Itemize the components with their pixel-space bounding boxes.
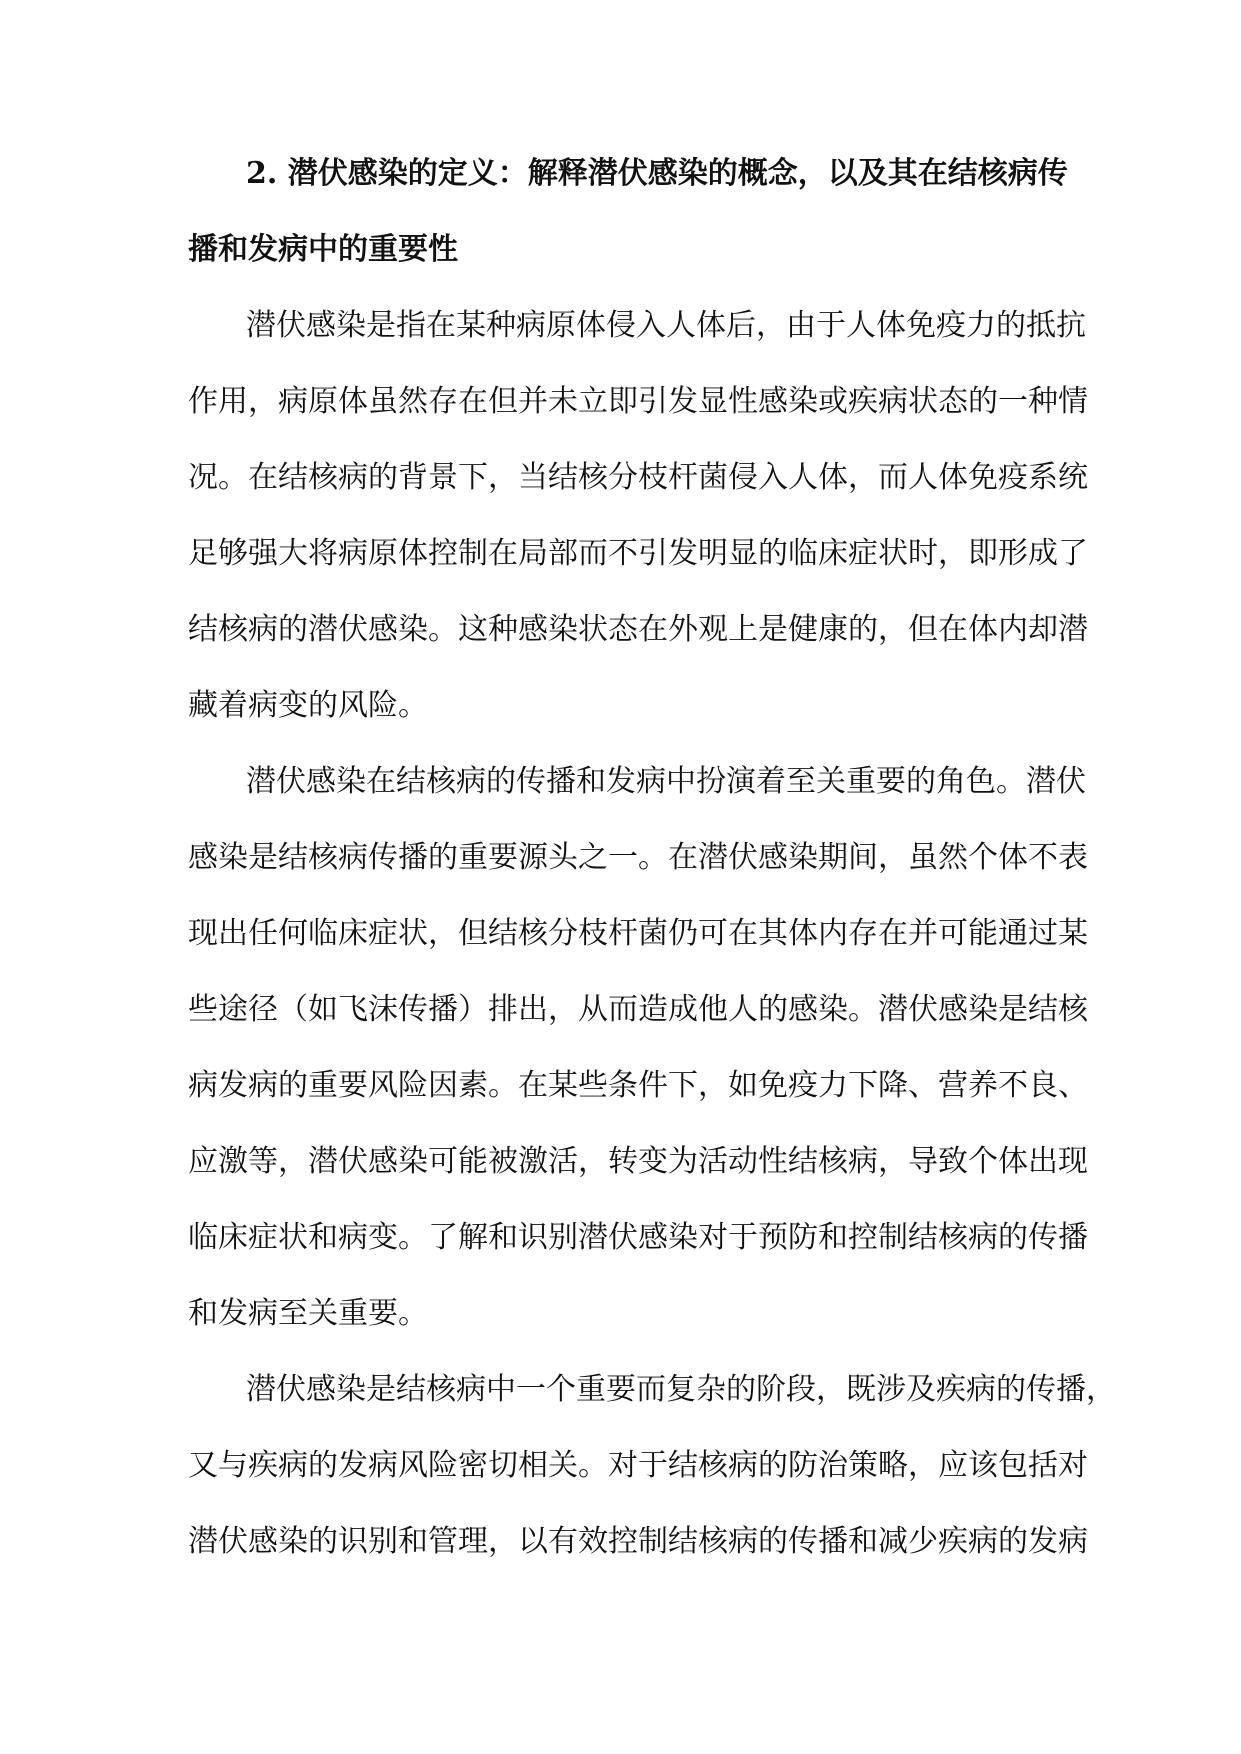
paragraph-line: 况。在结核病的背景下，当结核分枝杆菌侵入人体，而人体免疫系统: [188, 460, 1088, 495]
paragraph-line: 藏着病变的风险。: [188, 688, 428, 723]
paragraph-line: 潜伏感染是结核病中一个重要而复杂的阶段，既涉及疾病的传播，: [246, 1372, 1116, 1407]
paragraph-line: 潜伏感染是指在某种病原体侵入人体后，由于人体免疫力的抵抗: [246, 308, 1086, 343]
paragraph-line: 和发病至关重要。: [188, 1296, 428, 1331]
paragraph-importance: [188, 746, 1088, 1354]
paragraph-line: 临床症状和病变。了解和识别潜伏感染对于预防和控制结核病的传播: [188, 1220, 1088, 1255]
paragraph-line: 结核病的潜伏感染。这种感染状态在外观上是健康的，但在体内却潜: [188, 612, 1088, 647]
paragraph-conclusion: [188, 1354, 1116, 1582]
paragraph-line: 些途径（如飞沫传播）排出，从而造成他人的感染。潜伏感染是结核: [188, 992, 1088, 1027]
paragraph-line: 病发病的重要风险因素。在某些条件下，如免疫力下降、营养不良、: [188, 1068, 1088, 1103]
paragraph-line: 感染是结核病传播的重要源头之一。在潜伏感染期间，虽然个体不表: [188, 840, 1088, 875]
paragraph-line: 潜伏感染在结核病的传播和发病中扮演着至关重要的角色。潜伏: [246, 764, 1086, 799]
heading-line: 2. 潜伏感染的定义：解释潜伏感染的概念，以及其在结核病传: [246, 156, 1068, 191]
paragraph-line: 作用，病原体虽然存在但并未立即引发显性感染或疾病状态的一种情: [188, 384, 1088, 419]
paragraph-definition: [188, 290, 1088, 746]
document-page: [188, 138, 1116, 1582]
heading-line: 播和发病中的重要性: [188, 232, 458, 267]
paragraph-line: 又与疾病的发病风险密切相关。对于结核病的防治策略，应该包括对: [188, 1448, 1088, 1483]
section-heading: [188, 138, 1068, 290]
paragraph-line: 足够强大将病原体控制在局部而不引发明显的临床症状时，即形成了: [188, 536, 1088, 571]
paragraph-line: 应激等，潜伏感染可能被激活，转变为活动性结核病，导致个体出现: [188, 1144, 1088, 1179]
paragraph-line: 潜伏感染的识别和管理，以有效控制结核病的传播和减少疾病的发病: [188, 1524, 1088, 1559]
paragraph-line: 现出任何临床症状，但结核分枝杆菌仍可在其体内存在并可能通过某: [188, 916, 1088, 951]
